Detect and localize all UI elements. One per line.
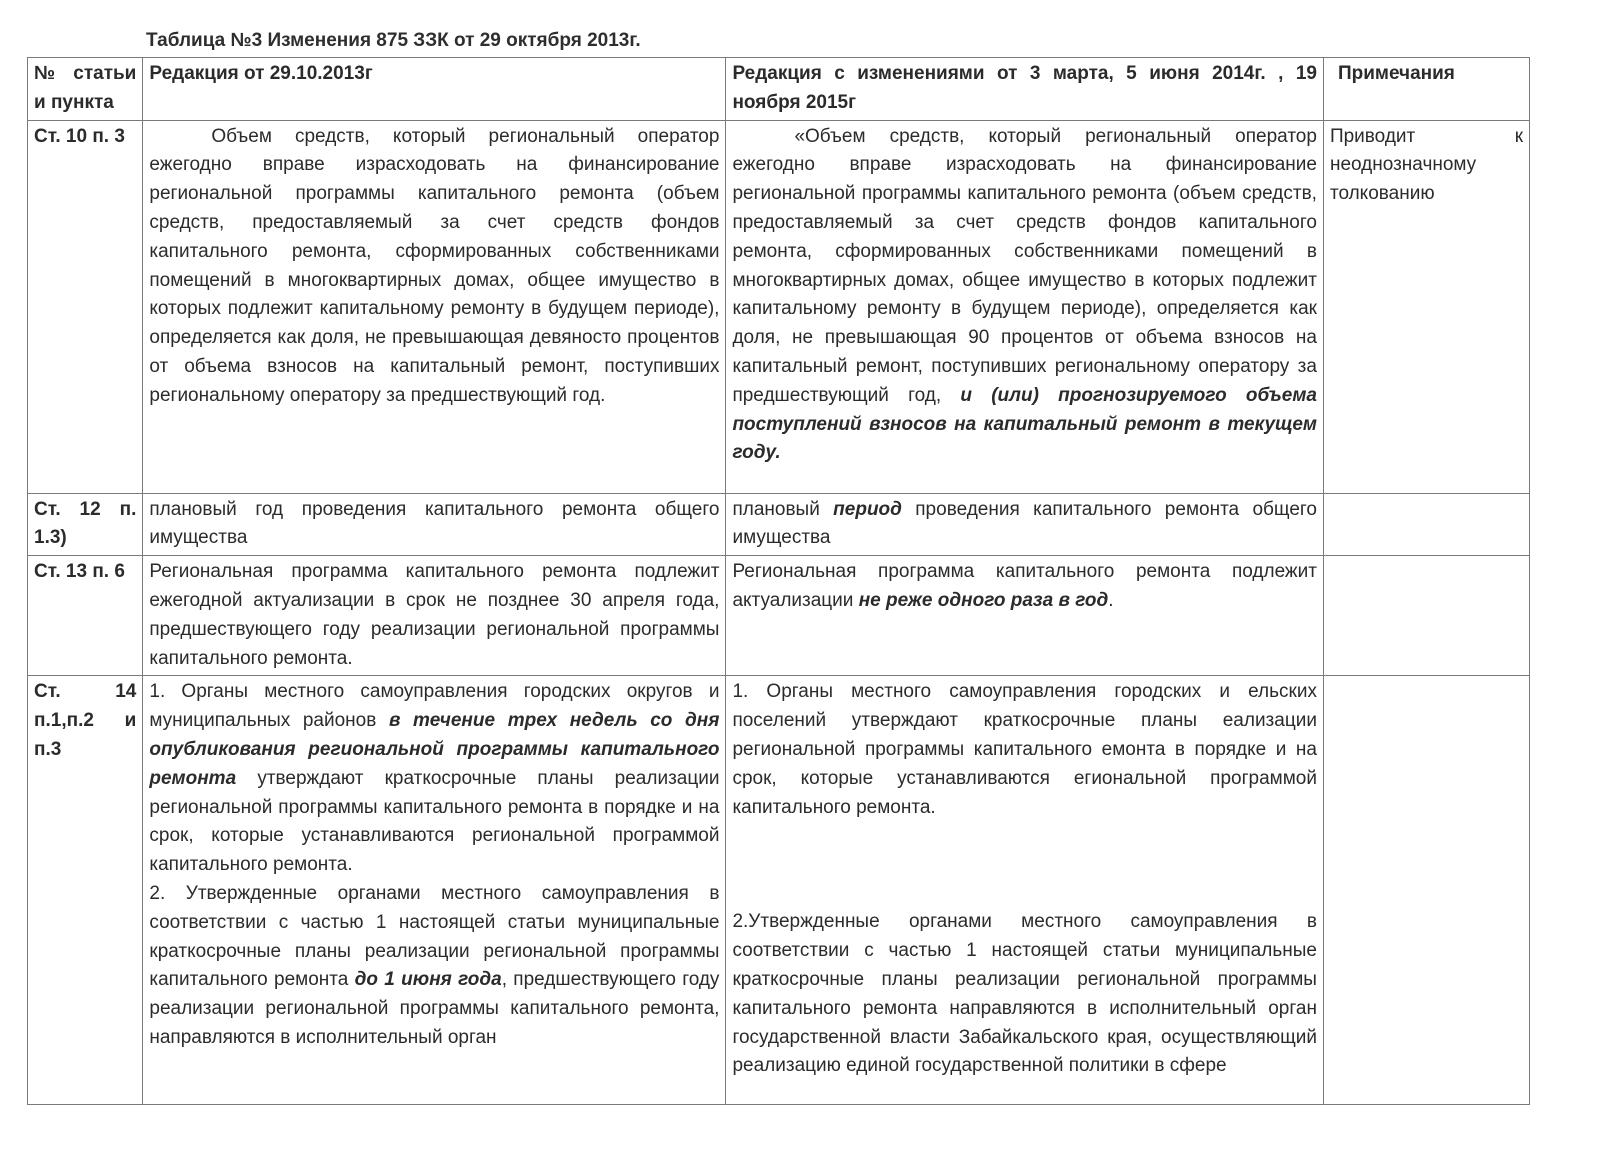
old-p2-before: 2. Утвержденные органами местного самоуправления в соответствии с частью 1 настоящей статьи муниципальные краткосрочные планы реализации региональной программы капитального ремонта (149, 882, 720, 991)
row-new-text (726, 120, 1324, 493)
header-article: № статьи и пункта (28, 58, 143, 121)
table-header-row (28, 58, 1530, 121)
changes-table (27, 57, 1530, 1105)
row-article: Ст. 12 п. 1.3) (28, 493, 143, 556)
table-row (28, 676, 1530, 1105)
old-p1-before: 1. Органы местного самоуправления городских округов и муниципальных районов (149, 681, 720, 732)
row-article: Ст. 13 п. 6 (28, 556, 143, 676)
old-p2-after: , предшествующего году реализации региональной программы капитального ремонта, направляются в исполнительный орган (149, 969, 720, 1048)
old-paragraph-2 (149, 880, 719, 1053)
row-new-text (726, 556, 1324, 676)
row-new-text (726, 676, 1324, 1105)
header-old-edition: Редакция от 29.10.2013г (143, 58, 726, 121)
row-new-text (726, 493, 1324, 556)
row-article: Ст. 10 п. 3 (28, 120, 143, 493)
new-text-emphasis: не реже одного раза в год (858, 589, 1109, 611)
new-text-before: плановый (732, 498, 820, 520)
row-note (1323, 493, 1529, 556)
paragraph-gap (732, 822, 1317, 908)
old-paragraph-1 (149, 678, 719, 880)
new-text-emphasis: и (или) прогнозируемого объема поступлений взносов на капитальный ремонт в текущем году. (732, 384, 1317, 464)
old-p1-after: утверждают краткосрочные планы реализации региональной программы капитального ремонта в порядке и на срок, которые устанавливаются региональной программой капитального ремонта. (149, 767, 720, 876)
row-note: Приводит к неоднозначному толкованию (1323, 120, 1529, 493)
table-row (28, 493, 1530, 556)
new-text-after: . (1108, 589, 1114, 611)
row-old-text (143, 120, 726, 493)
header-new-edition: Редакция с изменениями от 3 марта, 5 июня 2014г. , 19 ноября 2015г (726, 58, 1324, 121)
old-p2-emphasis: до 1 июня года (354, 969, 502, 991)
new-text-emphasis: период (833, 498, 902, 520)
new-paragraph-2: 2.Утвержденные органами местного самоуправления в соответствии с частью 1 настоящей статьи муниципальные краткосрочные планы реализации региональной программы капитального ремонта направляются в исполнительный орган государственной власти Забайкальского края, осуществляющий реализацию единой государственной политики в сфере (732, 911, 1317, 1077)
new-text-paragraph (732, 123, 1317, 469)
row-note (1323, 556, 1529, 676)
table-row (28, 120, 1530, 493)
row-old-text (143, 676, 726, 1105)
row-old-text: Региональная программа капитального ремонта подлежит ежегодной актуализации в срок не позднее 30 апреля года, предшествующего году реализации региональной программы капитального ремонта. (143, 556, 726, 676)
table-row (28, 556, 1530, 676)
header-notes: Примечания (1323, 58, 1529, 121)
row-article: Ст. 14 п.1,п.2 и п.3 (28, 676, 143, 1105)
row-old-text: плановый год проведения капитального ремонта общего имущества (143, 493, 726, 556)
new-text-plain: «Объем средств, который региональный оператор ежегодно вправе израсходовать на финансирование региональной программы капитального ремонта (объем средств, предоставляемый за счет средств фондов капитального ремонта, сформированных собственниками помещений в многоквартирных домах, общее имущество в которых подлежит капитальному ремонту в будущем периоде), определяется как доля, не превышающая 90 процентов от объема взносов на капитальный ремонт, поступивших региональному оператору за предшествующий год, (732, 125, 1317, 406)
new-text-after: проведения капитального ремонта общего имущества (732, 498, 1317, 549)
row-note (1323, 676, 1529, 1105)
old-text-paragraph: Объем средств, который региональный оператор ежегодно вправе израсходовать на финансирование региональной программы капитального ремонта (объем средств, предоставляемый за счет средств фондов капитального ремонта, сформированных собственниками помещений в многоквартирных домах, общее имущество в которых подлежит капитальному ремонту в будущем периоде), определяется как доля, не превышающая девяносто процентов от объема взносов на капитальный ремонт, поступивших региональному оператору за предшествующий год. (149, 125, 720, 406)
document-title: Таблица №3 Изменения 875 ЗЗК от 29 октября 2013г. (146, 30, 641, 51)
new-paragraph-1: 1. Органы местного самоуправления городских и ельских поселений утверждают краткосрочные планы еализации региональной программы капитального емонта в порядке и на срок, которые устанавливаются егиональной программой капитального ремонта. (732, 681, 1317, 818)
old-p1-emphasis: в течение трех недель со дня опубликования региональной программы капитального ремонта (149, 710, 720, 789)
new-text-before: Региональная программа капитального ремонта подлежит актуализации (732, 561, 1317, 611)
